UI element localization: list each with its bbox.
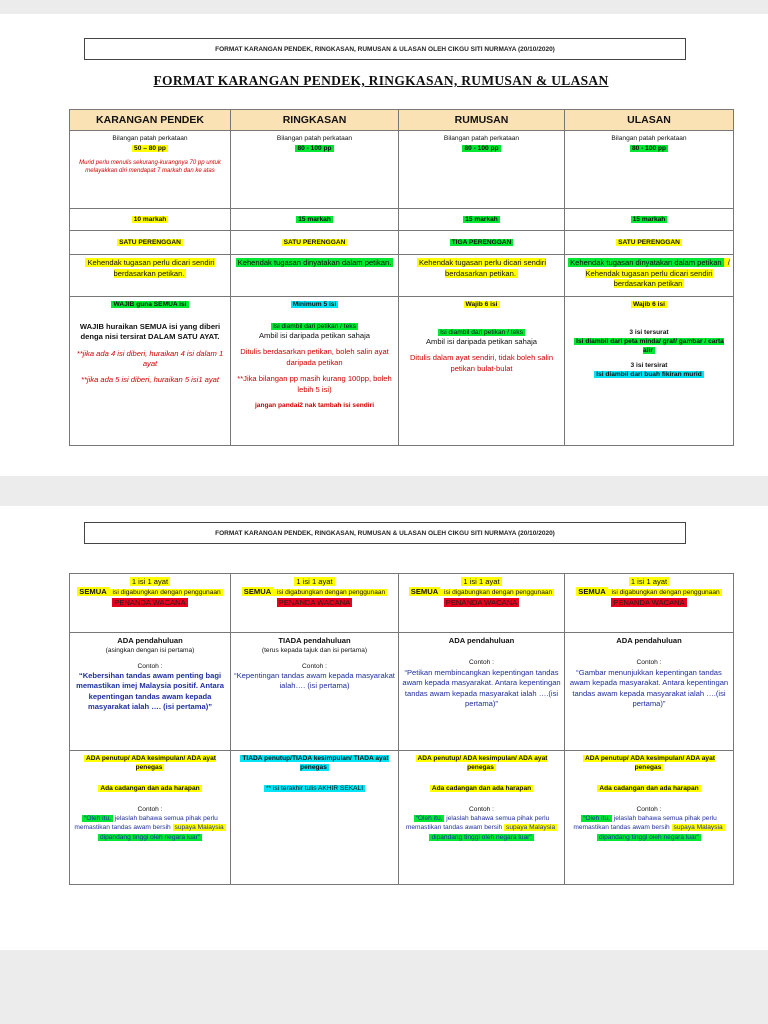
cell — [565, 209, 734, 231]
contoh-label: Contoh : — [302, 662, 327, 670]
marks: 10 markah — [133, 216, 167, 224]
task-text: Kehendak tugasan perlu dicari sendiri berdasarkan petikan. — [87, 258, 215, 278]
example-text: “Petikan membincangkan kepentingan tandas awam kepada masyarakat. Antara kepentingan tandas awam kepada masyarakat ialah ….(isi pertama)” — [402, 667, 561, 708]
closing-example — [406, 815, 557, 840]
karangan-note: Murid perlu menulis sekurang-kurangnya 70 pp untuk melayakkan diri mendapat 7 markah dan ke atas — [79, 159, 221, 174]
marks: 15 markah — [465, 216, 498, 224]
cadangan-text: Ada cadangan dan ada harapan — [431, 785, 532, 793]
combine-text: isi digabungkan dengan penggunaan — [275, 589, 386, 597]
source-note-2: Ambil isi daripada petikan sahaja — [425, 336, 538, 346]
intro-head: ADA pendahuluan — [616, 636, 682, 645]
paragraph-row — [70, 231, 734, 255]
cadangan-text: Ada cadangan dan ada harapan — [599, 785, 699, 793]
cell — [70, 751, 231, 885]
intro-head: ADA pendahuluan — [117, 636, 183, 645]
closing-head: ADA penutup/ ADA kesimpulan/ ADA ayat penegas — [585, 755, 715, 772]
supaya-text: supaya Malaysia — [673, 824, 723, 832]
combine-text: isi digabungkan dengan penggunaan — [609, 589, 720, 597]
cell — [565, 231, 734, 255]
word-count-label: Bilangan patah perkataan — [276, 135, 353, 143]
content-head: WAJIB guna SEMUA isi — [113, 301, 187, 309]
semua-label: SEMUA — [410, 587, 439, 597]
closing-head: TIADA penutup/TIADA kesimpulan/ TIADA ayat penegas — [242, 755, 389, 772]
closing-end: dipandang tinggi oleh negara luar” — [99, 833, 201, 841]
cell — [399, 255, 565, 297]
cell — [565, 633, 734, 751]
one-sentence: 1 isi 1 ayat — [296, 577, 333, 586]
contoh-label: Contoh : — [137, 662, 163, 670]
one-sentence: 1 isi 1 ayat — [630, 577, 668, 586]
content-style-row — [70, 574, 734, 633]
introduction-row — [70, 633, 734, 751]
col-rumusan: RUMUSAN — [399, 110, 565, 131]
karangan-main: WAJIB huraikan SEMUA isi yang diberi denga nisi tersirat DALAM SATU AYAT. — [79, 321, 221, 342]
cell — [399, 131, 565, 209]
header-text: FORMAT KARANGAN PENDEK, RINGKASAN, RUMUSAN & ULASAN OLEH CIKGU SITI NURMAYA (20/10/2020) — [215, 529, 555, 537]
contoh-label: Contoh : — [469, 806, 494, 814]
cadangan-text: Ada cadangan dan ada harapan — [100, 785, 200, 793]
ringkasan-warning: jangan pandai2 nak tambah isi sendiri — [254, 402, 375, 410]
rumusan-red: Ditulis dalam ayat sendiri, tidak boleh salin petikan bulat-bulat — [409, 353, 554, 373]
cell — [399, 209, 565, 231]
ulasan-tersirat: 3 isi tersirat — [630, 361, 668, 369]
word-count-label: Bilangan patah perkataan — [112, 135, 188, 143]
cell — [565, 297, 734, 446]
example-text: “Kebersihan tandas awam penting bagi memastikan imej Malaysia positif. Antara kepentingan tandas awam kepada masyarakat ialah …. (isi pertama)” — [76, 670, 224, 712]
closing-head: ADA penutup/ ADA kesimpulan/ ADA ayat penegas — [86, 755, 216, 772]
cell — [565, 751, 734, 885]
semua-label: SEMUA — [578, 587, 606, 597]
word-count: 80 - 100 pp — [631, 144, 667, 152]
header-box — [84, 38, 686, 60]
cell — [70, 297, 231, 446]
cell — [231, 209, 399, 231]
closing-end: dipandang tinggi oleh negara luar” — [431, 833, 532, 841]
contoh-label: Contoh : — [636, 659, 662, 667]
word-count: 80 - 100 pp — [464, 144, 499, 152]
cell — [70, 574, 231, 633]
marks-row — [70, 209, 734, 231]
task-text: Kehendak tugasan dinyatakan dalam petikan. — [237, 258, 392, 268]
penanda-wacana: PENANDA WACANA — [613, 597, 685, 607]
cell — [231, 131, 399, 209]
cell — [70, 209, 231, 231]
header-box-2 — [84, 522, 686, 544]
closing-end: dipandang tinggi oleh negara luar” — [598, 833, 700, 841]
oleh-itu: “Oleh itu, — [84, 815, 111, 823]
ulasan-source-1: Isi diambil dari peta minda/ graf/ gambar / carta alir — [576, 337, 724, 354]
task-text: Kehendak tugasan dinyatakan dalam petikan — [570, 258, 722, 268]
contoh-label: Contoh : — [469, 659, 494, 667]
penanda-wacana: PENANDA WACANA — [114, 597, 186, 607]
karangan-note-1: **jika ada 4 isi diberi, huraikan 4 isi dalam 1 ayat — [76, 348, 224, 368]
cell — [399, 574, 565, 633]
closing-note: ** isi terakhir tulis AKHIR SEKALI — [265, 785, 364, 793]
supaya-text: supaya Malaysia — [174, 824, 224, 832]
format-table-top — [69, 109, 734, 446]
marks: 15 markah — [632, 216, 666, 224]
closing-row — [70, 751, 734, 885]
ringkasan-red: Ditulis berdasarkan petikan, boleh salin ayat daripada petikan — [240, 347, 389, 367]
word-count: 50 – 80 pp — [134, 144, 166, 152]
combine-text: isi digabungkan dengan penggunaan — [110, 589, 221, 597]
penanda-wacana: PENANDA WACANA — [445, 597, 518, 607]
cell — [231, 751, 399, 885]
cell — [399, 633, 565, 751]
cell — [231, 231, 399, 255]
source-note: Isi diambil dari petikan / teks — [273, 322, 356, 330]
content-head: Wajib 6 isi — [633, 301, 665, 309]
cell — [231, 633, 399, 751]
combine-text: isi digabungkan dengan penggunaan — [442, 589, 553, 597]
header-text: FORMAT KARANGAN PENDEK, RINGKASAN, RUMUSAN & ULASAN OLEH CIKGU SITI NURMAYA (20/10/2020) — [215, 45, 555, 53]
format-table-bottom — [69, 573, 734, 885]
closing-example — [573, 815, 724, 840]
word-count-label: Bilangan patah perkataan — [443, 135, 520, 143]
example-text: “Kepentingan tandas awam kepada masyarakat ialah…. (isi pertama) — [234, 670, 395, 691]
content-row — [70, 297, 734, 446]
cell — [399, 231, 565, 255]
task-text-alt: / Kehendak tugasan perlu dicari sendiri berdasarkan petikan — [585, 258, 730, 289]
col-karangan: KARANGAN PENDEK — [70, 110, 231, 131]
word-count: 80 - 100 pp — [297, 144, 332, 152]
task-row — [70, 255, 734, 297]
page-title: FORMAT KARANGAN PENDEK, RINGKASAN, RUMUSAN & ULASAN — [153, 73, 609, 88]
contoh-label: Contoh : — [137, 806, 163, 814]
cell — [565, 131, 734, 209]
oleh-itu: “Oleh itu, — [583, 815, 610, 823]
penanda-wacana: PENANDA WACANA — [278, 597, 351, 607]
closing-head: ADA penutup/ ADA kesimpulan/ ADA ayat penegas — [417, 755, 548, 772]
word-count-label: Bilangan patah perkataan — [611, 135, 687, 143]
cell — [231, 297, 399, 446]
intro-sub: (asingkan dengan isi pertama) — [105, 647, 195, 655]
supaya-text: supaya Malaysia — [506, 824, 556, 832]
contoh-label: Contoh : — [636, 806, 662, 814]
word-count-row — [70, 131, 734, 209]
closing-mid: jelaslah bahawa semua pihak perlu memastikan tandas awam bersih — [573, 815, 717, 832]
example-text: “Gambar menunjukkan kepentingan tandas awam kepada masyarakat. Antara kepentingan tandas awam kepada masyarakat ialah ….(isi pertama)” — [569, 667, 729, 708]
cell — [399, 297, 565, 446]
closing-mid: jelaslah bahawa semua pihak perlu memastikan tandas awam bersih — [74, 815, 218, 832]
one-sentence: 1 isi 1 ayat — [131, 577, 169, 586]
paragraph-count: TIGA PERENGGAN — [451, 239, 512, 247]
col-ringkasan: RINGKASAN — [231, 110, 399, 131]
cell — [231, 255, 399, 297]
ulasan-tersurat: 3 isi tersurat — [629, 328, 669, 336]
content-head: Minimum 5 isi — [292, 301, 337, 309]
source-note-2: Ambil isi daripada petikan sahaja — [258, 330, 371, 340]
source-note: Isi diambil dari petikan / teks — [440, 328, 523, 336]
ringkasan-note: **Jika bilangan pp masih kurang 100pp, boleh lebih 5 isi) — [237, 374, 392, 394]
one-sentence: 1 isi 1 ayat — [463, 577, 500, 586]
content-head: Wajib 6 isi — [465, 301, 498, 309]
intro-head: TIADA pendahuluan — [278, 636, 351, 645]
cell — [231, 574, 399, 633]
paragraph-count: SATU PERENGGAN — [618, 239, 680, 247]
closing-mid: jelaslah bahawa semua pihak perlu memastikan tandas awam bersih — [405, 815, 550, 832]
cell — [399, 751, 565, 885]
ulasan-source-2: Isi diambil dari buah fikiran murid — [596, 370, 702, 378]
semua-label: SEMUA — [243, 587, 272, 597]
paragraph-count: SATU PERENGGAN — [283, 239, 346, 247]
column-header-row — [70, 110, 734, 131]
paragraph-count: SATU PERENGGAN — [119, 239, 181, 247]
cell — [565, 574, 734, 633]
semua-label: SEMUA — [79, 587, 107, 597]
karangan-note-2: **jika ada 5 isi diberi, huraikan 5 isi1 ayat — [80, 375, 220, 385]
task-text: Kehendak tugasan perlu dicari sendiri berdasarkan petikan. — [418, 258, 547, 278]
marks: 15 markah — [298, 216, 331, 224]
intro-head: ADA pendahuluan — [448, 636, 515, 645]
col-ulasan: ULASAN — [565, 110, 734, 131]
closing-example — [74, 815, 225, 840]
cell — [70, 255, 231, 297]
cell — [70, 633, 231, 751]
intro-sub: (terus kepada tajuk dan isi pertama) — [261, 647, 368, 655]
cell — [70, 231, 231, 255]
cell — [565, 255, 734, 297]
cell — [70, 131, 231, 209]
oleh-itu: “Oleh itu, — [415, 815, 443, 823]
